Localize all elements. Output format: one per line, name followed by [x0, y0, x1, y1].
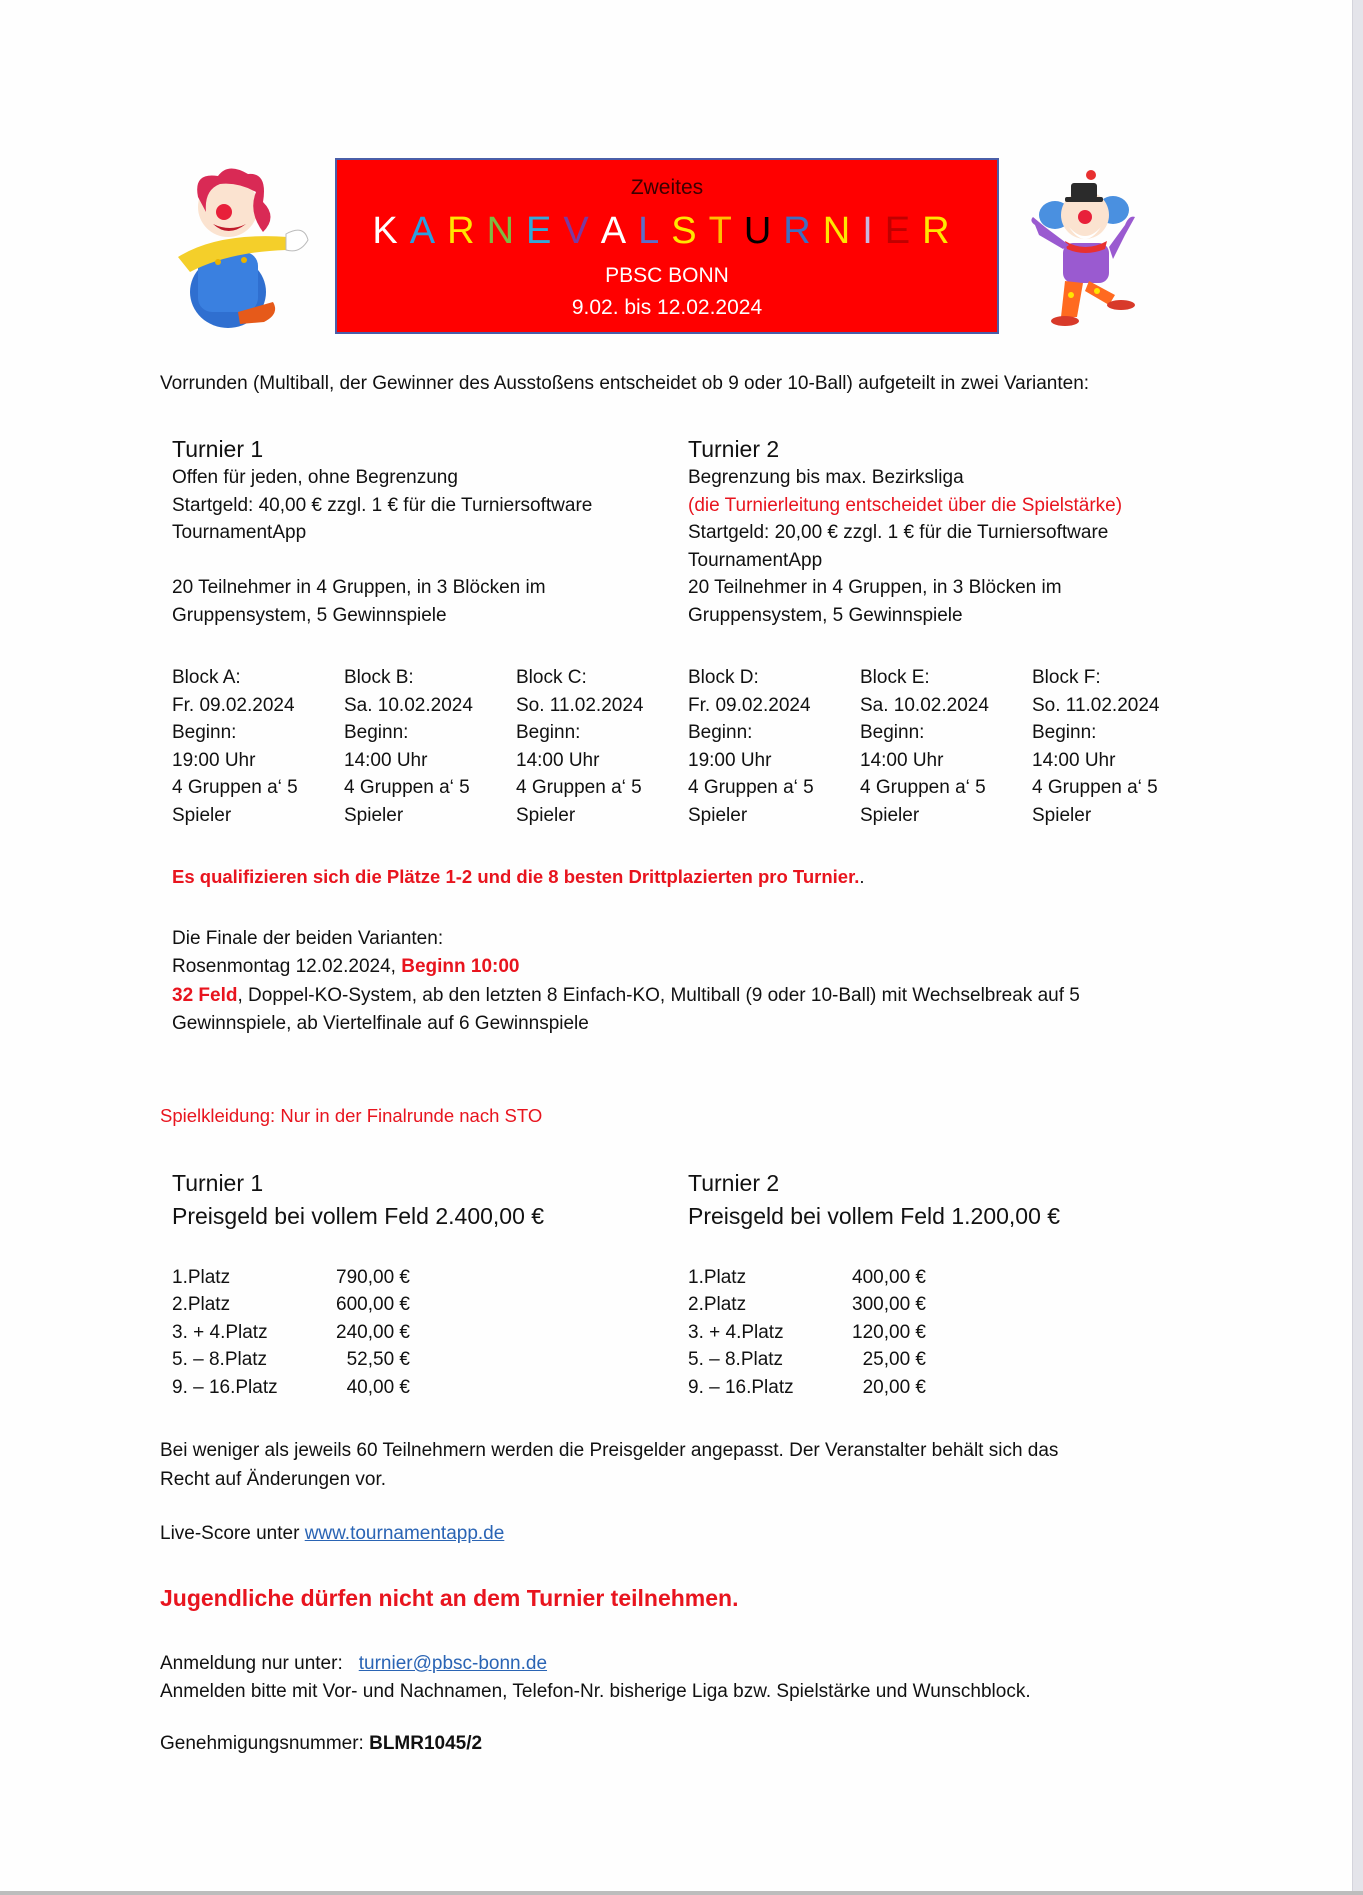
finals-date: Rosenmontag 12.02.2024,: [172, 956, 402, 978]
tournament-2-line: 20 Teilnehmer in 4 Gruppen, in 3 Blöcken im: [688, 577, 1062, 598]
prize-row: [172, 1374, 410, 1401]
prize-amount: 25,00 €: [862, 1349, 926, 1371]
registration-email-link[interactable]: turnier@pbsc-bonn.de: [358, 1653, 548, 1674]
tournament-2-line: Gruppensystem, 5 Gewinnspiele: [688, 604, 963, 626]
prize-row: [688, 1346, 926, 1373]
block-d: [688, 664, 814, 830]
tournament-1-line: Startgeld: 40,00 € zzgl. 1 € für die Turniersoftware: [172, 494, 593, 516]
block-time: 14:00 Uhr: [1032, 749, 1116, 771]
approval-number: BLMR1045/2: [369, 1733, 483, 1754]
prize-place: 2.Platz: [172, 1294, 231, 1316]
title-letter: N: [822, 210, 863, 252]
tournament-2-skill-note: (die Turnierleitung entscheidet über die Spielstärke): [688, 494, 1123, 516]
qualification-text: Es qualifizieren sich die Plätze 1-2 und die 8 besten Drittplazierten pro Turnier.: [172, 866, 860, 887]
prize-amount: 120,00 €: [852, 1321, 926, 1343]
prize-amount: 52,50 €: [346, 1349, 410, 1371]
prize-row: [172, 1264, 410, 1291]
registration-section: [160, 1650, 1031, 1705]
block-begin-label: Beginn:: [1032, 722, 1097, 744]
tournament-2-line: Startgeld: 20,00 € zzgl. 1 € für die Turniersoftware: [688, 522, 1109, 543]
prize-place: 5. – 8.Platz: [172, 1349, 268, 1371]
title-letter: L: [638, 210, 672, 252]
block-players: Spieler: [516, 804, 576, 826]
title-letter: E: [884, 210, 923, 252]
block-b: [344, 664, 473, 830]
approval-number-line: [160, 1733, 482, 1755]
title-letter: S: [671, 210, 709, 252]
registration-label: Anmeldung nur unter:: [160, 1653, 343, 1674]
clown-right-image: [1025, 165, 1145, 335]
tournament-1-heading: Turnier 1: [172, 436, 264, 462]
block-time: 14:00 Uhr: [860, 749, 944, 771]
title-letter: U: [743, 210, 784, 252]
prize-row: [172, 1291, 410, 1318]
prize-heading: Turnier 2: [688, 1170, 780, 1196]
prize-row: [172, 1346, 410, 1373]
title-banner: [335, 158, 999, 334]
block-a: [172, 664, 298, 830]
tournament-1-line: Offen für jeden, ohne Begrenzung: [172, 467, 458, 488]
block-groups: 4 Gruppen a‘ 5: [172, 777, 298, 799]
finals-section: [172, 925, 1080, 1039]
prize-place: 1.Platz: [172, 1267, 231, 1288]
clown-left-image: [168, 162, 313, 332]
prize-place: 5. – 8.Platz: [688, 1349, 784, 1371]
block-f: [1032, 664, 1159, 830]
block-label: Block A:: [172, 667, 241, 688]
block-time: 19:00 Uhr: [172, 749, 256, 771]
block-begin-label: Beginn:: [860, 722, 925, 744]
block-begin-label: Beginn:: [344, 722, 409, 744]
block-date: Fr. 09.02.2024: [172, 694, 295, 716]
prize-place: 9. – 16.Platz: [172, 1376, 278, 1398]
title-letter: E: [526, 210, 564, 252]
prize-tournament-2: [688, 1167, 1060, 1233]
block-groups: 4 Gruppen a‘ 5: [344, 777, 470, 799]
prize-row: [172, 1319, 410, 1346]
block-players: Spieler: [172, 804, 232, 826]
banner-title: [337, 210, 997, 253]
finals-format-cont: Gewinnspiele, ab Viertelfinale auf 6 Gewinnspiele: [172, 1013, 589, 1035]
block-label: Block D:: [688, 667, 759, 688]
block-groups: 4 Gruppen a‘ 5: [516, 777, 642, 799]
prize-row: [688, 1319, 926, 1346]
prize-amount: 790,00 €: [336, 1267, 410, 1288]
block-c: [516, 664, 643, 830]
title-letter: N: [486, 210, 527, 252]
prize-place: 2.Platz: [688, 1294, 747, 1316]
prize-row: [688, 1291, 926, 1318]
block-label: Block F:: [1032, 667, 1101, 688]
block-players: Spieler: [1032, 804, 1092, 826]
prize-total: Preisgeld bei vollem Feld 1.200,00 €: [688, 1203, 1061, 1229]
finals-field-size: 32 Feld: [172, 984, 238, 1006]
tournament-1-line: 20 Teilnehmer in 4 Gruppen, in 3 Blöcken im: [172, 577, 546, 598]
finals-start-time: Beginn 10:00: [401, 956, 520, 978]
block-players: Spieler: [860, 804, 920, 826]
prize-row: [688, 1374, 926, 1401]
tournament-2-line: TournamentApp: [688, 549, 823, 571]
prize-place: 1.Platz: [688, 1267, 747, 1288]
prize-amount: 400,00 €: [852, 1267, 926, 1288]
prize-amount: 40,00 €: [346, 1376, 410, 1398]
prize-place: 9. – 16.Platz: [688, 1376, 794, 1398]
registration-instructions: Anmelden bitte mit Vor- und Nachnamen, Telefon-Nr. bisherige Liga bzw. Spielstärke und Wunschblock.: [160, 1680, 1031, 1702]
page-edge-right: [1352, 0, 1363, 1895]
prize-amount: 600,00 €: [336, 1294, 410, 1316]
block-date: Sa. 10.02.2024: [860, 694, 989, 716]
tournament-2-line: Begrenzung bis max. Bezirksliga: [688, 467, 964, 488]
title-letter: A: [409, 210, 448, 252]
block-begin-label: Beginn:: [516, 722, 581, 744]
livescore-link[interactable]: www.tournamentapp.de: [304, 1523, 505, 1544]
intro-text: Vorrunden (Multiball, der Gewinner des Ausstoßens entscheidet ob 9 oder 10-Ball) aufgeteilt in zwei Varianten:: [160, 373, 1090, 394]
prize-total: Preisgeld bei vollem Feld 2.400,00 €: [172, 1203, 545, 1229]
prize-tournament-1: [172, 1167, 544, 1233]
banner-club: PBSC BONN: [605, 264, 729, 287]
prize-table-2: [688, 1264, 926, 1401]
finals-date-line: [172, 953, 1080, 981]
prize-amount: 300,00 €: [852, 1294, 926, 1316]
block-date: Sa. 10.02.2024: [344, 694, 473, 716]
livescore-label: Live-Score unter: [160, 1523, 305, 1544]
block-begin-label: Beginn:: [172, 722, 237, 744]
block-label: Block B:: [344, 667, 414, 688]
title-letter: A: [600, 210, 639, 252]
dress-code-note: Spielkleidung: Nur in der Finalrunde nach STO: [160, 1105, 543, 1126]
prize-table-1: [172, 1264, 410, 1401]
block-time: 14:00 Uhr: [516, 749, 600, 771]
prize-adjustment-notice: [160, 1437, 1058, 1494]
block-groups: 4 Gruppen a‘ 5: [860, 777, 986, 799]
prize-place: 3. + 4.Platz: [172, 1321, 268, 1343]
title-letter: K: [372, 210, 410, 252]
block-players: Spieler: [688, 804, 748, 826]
block-label: Block C:: [516, 667, 587, 688]
block-date: Fr. 09.02.2024: [688, 694, 811, 716]
prize-heading: Turnier 1: [172, 1170, 264, 1196]
finals-heading: Die Finale der beiden Varianten:: [172, 928, 444, 949]
banner-dates: 9.02. bis 12.02.2024: [571, 296, 763, 319]
banner-pretitle: Zweites: [630, 176, 704, 199]
prize-amount: 240,00 €: [336, 1321, 410, 1343]
block-groups: 4 Gruppen a‘ 5: [1032, 777, 1158, 799]
tournament-1-line: TournamentApp: [172, 522, 307, 543]
title-letter: R: [922, 210, 962, 252]
notice-line: Recht auf Änderungen vor.: [160, 1468, 387, 1490]
title-letter: R: [783, 210, 823, 252]
qualification-note: [172, 866, 865, 888]
youth-warning: Jugendliche dürfen nicht an dem Turnier teilnehmen.: [160, 1585, 739, 1611]
block-e: [860, 664, 989, 830]
prize-amount: 20,00 €: [862, 1376, 926, 1398]
notice-line: Bei weniger als jeweils 60 Teilnehmern werden die Preisgelder angepasst. Der Veranstalter behält sich das: [160, 1440, 1059, 1461]
tournament-2-description: [688, 434, 1122, 629]
tournament-1-spacer: [172, 547, 592, 575]
block-begin-label: Beginn:: [688, 722, 753, 744]
finals-format-line: [172, 982, 1080, 1010]
block-time: 19:00 Uhr: [688, 749, 772, 771]
block-time: 14:00 Uhr: [344, 749, 428, 771]
title-letter: V: [563, 210, 601, 252]
tournament-1-description: [172, 434, 592, 629]
tournament-1-line: Gruppensystem, 5 Gewinnspiele: [172, 604, 447, 626]
approval-label: Genehmigungsnummer:: [160, 1733, 370, 1754]
block-groups: 4 Gruppen a‘ 5: [688, 777, 814, 799]
prize-place: 3. + 4.Platz: [688, 1321, 784, 1343]
tournament-2-heading: Turnier 2: [688, 436, 780, 462]
block-date: So. 11.02.2024: [516, 694, 644, 716]
qualification-suffix: .: [859, 866, 865, 887]
block-label: Block E:: [860, 667, 930, 688]
title-letter: T: [708, 210, 744, 252]
title-letter: I: [862, 210, 885, 252]
page-edge-bottom: [0, 1891, 1363, 1895]
block-date: So. 11.02.2024: [1032, 694, 1160, 716]
livescore-line: [160, 1523, 504, 1545]
block-players: Spieler: [344, 804, 404, 826]
finals-format: , Doppel-KO-System, ab den letzten 8 Einfach-KO, Multiball (9 oder 10-Ball) mit Wechselbreak auf 5: [237, 984, 1080, 1006]
prize-row: [688, 1264, 926, 1291]
title-letter: R: [447, 210, 487, 252]
